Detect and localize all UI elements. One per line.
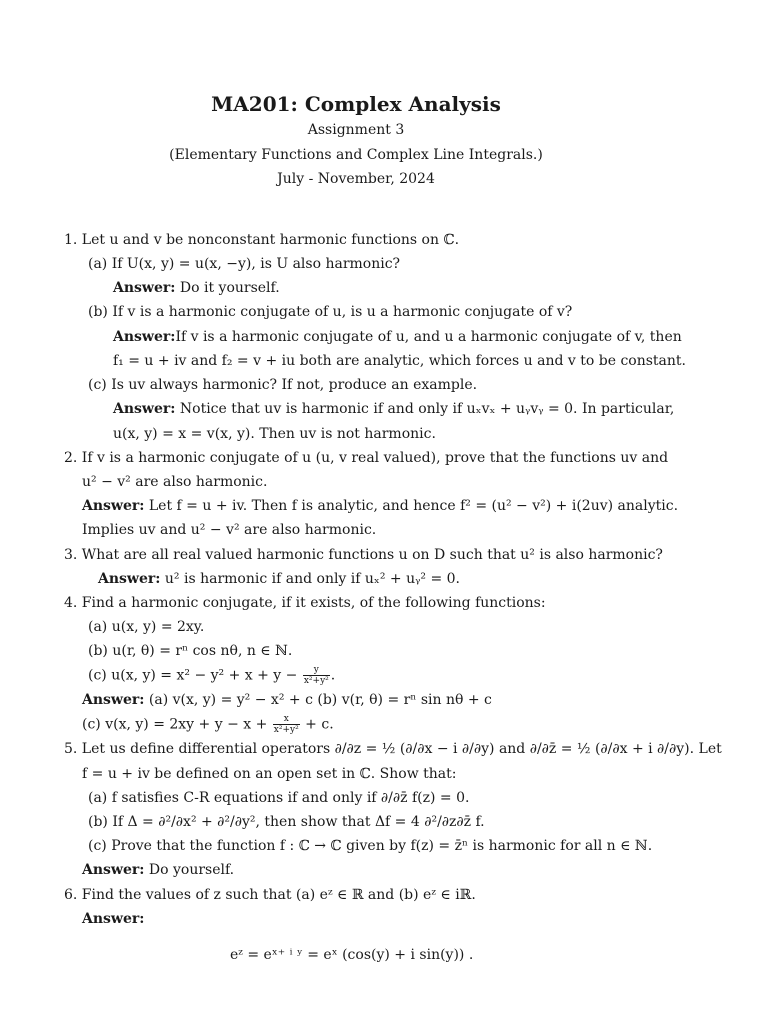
q1b-answer-line1 [113, 328, 682, 346]
q2-answer-line1 [82, 497, 678, 515]
q1c-text: (c) Is uv always harmonic? If not, produce an example. [88, 377, 478, 393]
q1b-answer-text1: If v is a harmonic conjugate of u, and u a harmonic conjugate of v, then [175, 329, 682, 345]
q6-answer-label: Answer: [82, 911, 145, 927]
answer-label: Answer: [82, 498, 145, 514]
document-title: MA201: Complex Analysis [211, 92, 501, 116]
q3-stem: 3. What are all real valued harmonic functions u on D such that u² is also harmonic? [64, 547, 663, 563]
q1b-answer-line2: f₁ = u + iv and f₂ = v + iu both are analytic, which forces u and v to be constant. [113, 353, 686, 369]
q1c-answer-line2: u(x, y) = x = v(x, y). Then uv is not harmonic. [113, 426, 436, 442]
q4-answer-line1 [82, 691, 492, 709]
q1c-answer-line1 [113, 400, 674, 418]
q4c-fraction-numerator: y [303, 665, 330, 676]
q1a-answer [113, 279, 280, 297]
q5-answer-text: Do yourself. [144, 862, 235, 878]
q2-answer-text1: Let f = u + iv. Then f is analytic, and hence f² = (u² − v²) + i(2uv) analytic. [144, 498, 679, 514]
q4a-text: (a) u(x, y) = 2xy. [88, 619, 205, 635]
assignment-topic: (Elementary Functions and Complex Line Integrals.) [169, 147, 543, 163]
q1a-answer-text: Do it yourself. [175, 280, 280, 296]
q5a-text: (a) f satisfies C-R equations if and only if ∂/∂z̄ f(z) = 0. [88, 790, 470, 806]
q6-stem: 6. Find the values of z such that (a) eᶻ ∈ ℝ and (b) eᶻ ∈ iℝ. [64, 887, 476, 903]
q4c-text-post: . [330, 667, 336, 684]
q2-answer-line2: Implies uv and u² − v² are also harmonic. [82, 522, 377, 538]
q2-stem-line1: 2. If v is a harmonic conjugate of u (u, v real valued), prove that the functions uv and [64, 450, 669, 466]
q4c-text-pre: (c) u(x, y) = x² − y² + x + y − [88, 667, 302, 684]
q4c-text [88, 665, 335, 686]
q4-answer-fraction [273, 714, 300, 735]
q5c-text: (c) Prove that the function f : ℂ → ℂ given by f(z) = z̄ⁿ is harmonic for all n ∈ ℕ. [88, 838, 653, 854]
q1b-text: (b) If v is a harmonic conjugate of u, is u a harmonic conjugate of v? [88, 304, 573, 320]
q2-stem-line2: u² − v² are also harmonic. [82, 474, 268, 490]
q4-answer-fraction-denominator: x²+y² [273, 725, 299, 735]
answer-label: Answer: [82, 862, 145, 878]
q4-answer-text2-post: + c. [300, 716, 334, 733]
q4c-fraction [303, 665, 330, 686]
q4-stem: 4. Find a harmonic conjugate, if it exists, of the following functions: [64, 595, 546, 611]
answer-label: Answer: [113, 329, 176, 345]
q4-answer-text2-pre: (c) v(x, y) = 2xy + y − x + [82, 716, 272, 733]
answer-label: Answer: [98, 571, 161, 587]
q3-answer [98, 570, 460, 588]
q5-stem-line2: f = u + iv be defined on an open set in ℂ. Show that: [82, 766, 457, 782]
q1c-answer-text1: Notice that uv is harmonic if and only if uₓvₓ + uᵧvᵧ = 0. In particular, [175, 401, 675, 417]
assignment-term: July - November, 2024 [277, 171, 435, 187]
answer-label: Answer: [82, 692, 145, 708]
q6-display-equation: eᶻ = eˣ⁺ ⁱ ʸ = eˣ (cos(y) + i sin(y)) . [230, 947, 474, 963]
assignment-number: Assignment 3 [307, 122, 405, 138]
q1a-text: (a) If U(x, y) = u(x, −y), is U also harmonic? [88, 256, 401, 272]
q4-answer-text1: (a) v(x, y) = y² − x² + c (b) v(r, θ) = rⁿ sin nθ + c [144, 692, 492, 708]
answer-label: Answer: [113, 401, 176, 417]
q4b-text: (b) u(r, θ) = rⁿ cos nθ, n ∈ ℕ. [88, 643, 293, 659]
q4c-fraction-denominator: x²+y² [303, 676, 329, 686]
q4-answer-fraction-numerator: x [273, 714, 300, 725]
q5b-text: (b) If Δ = ∂²/∂x² + ∂²/∂y², then show that Δf = 4 ∂²/∂z∂z̄ f. [88, 814, 485, 830]
q3-answer-text: u² is harmonic if and only if uₓ² + uᵧ² = 0. [160, 571, 460, 587]
q4-answer-line2 [82, 714, 334, 735]
q5-stem-line1: 5. Let us define differential operators ∂/∂z = ½ (∂/∂x − i ∂/∂y) and ∂/∂z̄ = ½ (∂/∂x + i ∂/∂y). Let [64, 741, 722, 757]
q1-stem: 1. Let u and v be nonconstant harmonic functions on ℂ. [64, 232, 460, 248]
answer-label: Answer: [113, 280, 176, 296]
q5-answer [82, 861, 234, 879]
